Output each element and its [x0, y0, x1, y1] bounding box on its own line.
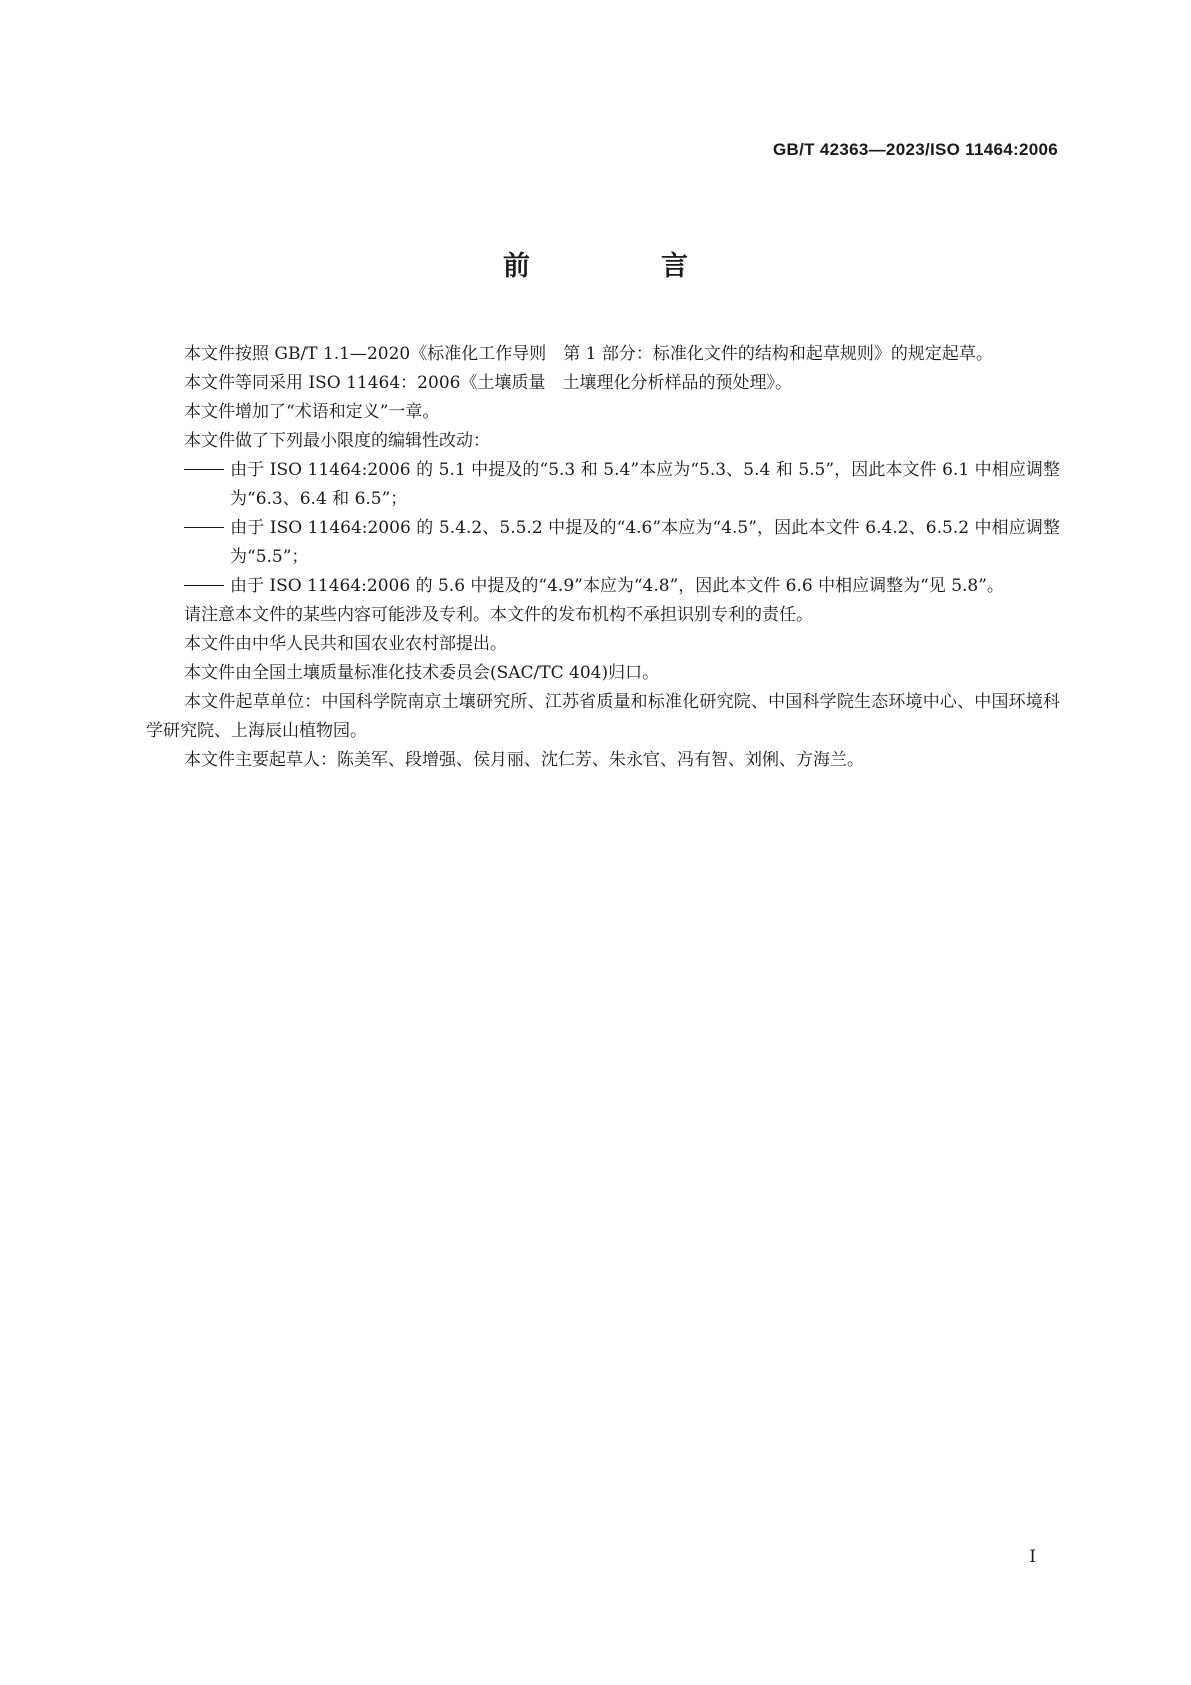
dash-marker	[184, 514, 230, 543]
foreword-body	[146, 340, 1060, 775]
page-title: 前 言	[503, 251, 740, 282]
paragraph-drafting-units: 本文件起草单位：中国科学院南京土壤研究所、江苏省质量和标准化研究院、中国科学院生态环境中心、中国环境科学研究院、上海辰山植物园。	[146, 692, 1060, 741]
list-item	[184, 456, 1060, 514]
paragraph-iso-adoption: 本文件等同采用 ISO 11464：2006《土壤质量 土壤理化分析样品的预处理》。	[184, 373, 792, 393]
paragraph-added-chapter: 本文件增加了“术语和定义”一章。	[184, 402, 440, 422]
dash-marker	[184, 456, 230, 485]
page-number: I	[1029, 1547, 1036, 1567]
paragraph-drafters: 本文件主要起草人：陈美军、段增强、侯月丽、沈仁芳、朱永官、冯有智、刘俐、方海兰。	[184, 750, 864, 770]
paragraph-proposer: 本文件由中华人民共和国农业农村部提出。	[184, 634, 507, 654]
dash-marker	[184, 572, 230, 601]
paragraph-patent-notice: 请注意本文件的某些内容可能涉及专利。本文件的发布机构不承担识别专利的责任。	[184, 605, 813, 625]
paragraph-drafting-rules: 本文件按照 GB/T 1.1—2020《标准化工作导则 第 1 部分：标准化文件的结构和起草规则》的规定起草。	[184, 344, 993, 364]
list-item	[184, 572, 1060, 601]
list-item	[184, 514, 1060, 572]
list-item-text: 由于 ISO 11464:2006 的 5.1 中提及的“5.3 和 5.4”本应为“5.3、5.4 和 5.5”，因此本文件 6.1 中相应调整为“6.3、6.4 和 6.5”；	[230, 460, 1060, 509]
paragraph-editorial-changes: 本文件做了下列最小限度的编辑性改动：	[184, 431, 490, 451]
paragraph-committee: 本文件由全国土壤质量标准化技术委员会(SAC/TC 404)归口。	[184, 663, 660, 683]
list-item-text: 由于 ISO 11464:2006 的 5.6 中提及的“4.9”本应为“4.8”，因此本文件 6.6 中相应调整为“见 5.8”。	[230, 576, 1004, 596]
standard-code: GB/T 42363—2023/ISO 11464:2006	[773, 140, 1058, 159]
list-item-text: 由于 ISO 11464:2006 的 5.4.2、5.5.2 中提及的“4.6”本应为“4.5”，因此本文件 6.4.2、6.5.2 中相应调整为“5.5”；	[230, 518, 1060, 567]
